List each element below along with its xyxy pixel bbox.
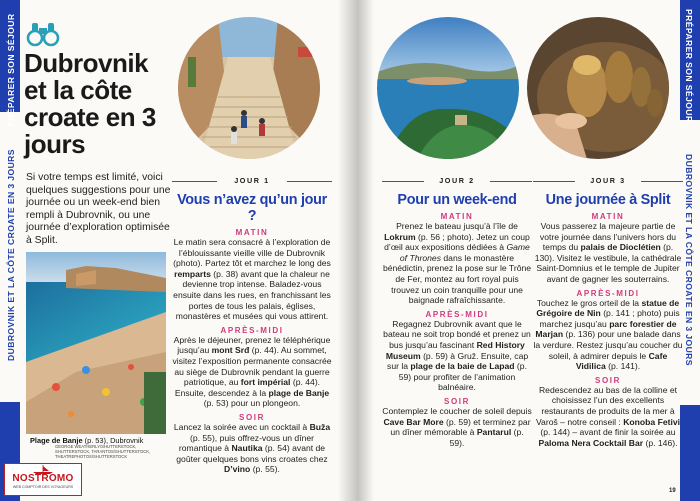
photo-credit: GEORGE WEATHERLY/SHUTTERSTOCK, SHUTTERSTOCK, TARANTOS/SHUTTERSTOCK, THEATREPHOTOS/SHUTTERSTOCK (55, 444, 151, 459)
day-2-label: JOUR 2 (382, 176, 532, 186)
section-text: Le matin sera consacré à l’exploration de l’éblouissante vieille ville de Dubrovnik (photo). Partez tôt et marchez le long des remparts (p. 38) avant que la chaleur ne devienne trop intense. Baladez-vous ensuite dans les rues, en franchissant les portes de tous les palais, églises, monastères et musées qui vous attirent. (173, 237, 331, 322)
caption-ref: (p. 53), Dubrovnik (82, 436, 144, 445)
section-text: Regagnez Dubrovnik avant que le bateau ne soit trop bondé et prenez un bus jusqu’au fascinant Red History Museum (p. 59) à Gruž. Ensuite, cap sur la plage de la baie de Lapad (p. 59) pour profiter de l’animation balnéaire. (383, 318, 531, 393)
day-3-column (533, 176, 683, 448)
intro-text: Si votre temps est limité, voici quelques suggestions pour une journée ou un week-end bien rempli à Dubrovnik, ou une journée d’exploration optimisée à Split. (26, 172, 171, 246)
left-tab-label: PRÉPARER SON SÉJOUR (6, 13, 16, 128)
photo-gregory-statue-toe (527, 17, 669, 159)
day-2-title: Pour un week-end (397, 192, 517, 208)
page-number: 19 (669, 488, 676, 494)
section-text: Lancez la soirée avec un cocktail à Buža (p. 55), puis offrez-vous un dîner romantique à Nautika (p. 54) avant de goûter quelques bons vins croates chez D’vino (p. 55). (173, 421, 331, 475)
day-3-title: Une journée à Split (545, 192, 671, 208)
logo-subtitle: WEB COMPTOIR DES VOYAGEURS (12, 485, 74, 489)
day-1-label: JOUR 1 (172, 176, 332, 186)
right-chapter-label: DUBROVNIK ET LA CÔTE CROATE EN 3 JOURS (684, 154, 694, 366)
day-1-column (172, 176, 332, 475)
section-heading: SOIR (595, 375, 621, 385)
section-heading: MATIN (440, 212, 474, 221)
section-heading: SOIR (444, 396, 470, 406)
left-chapter-label: DUBROVNIK ET LA CÔTE CROATE EN 3 JOURS (6, 149, 16, 361)
section-heading: MATIN (591, 212, 625, 221)
section-heading: SOIR (239, 412, 265, 422)
section-heading: APRÈS-MIDI (576, 288, 640, 298)
photo-banje-beach (26, 252, 166, 434)
section-text: Vous passerez la majeure partie de votre journée dans l’univers hors du temps du palais de Dioclétien (p. 130). Visitez le vestibule, la cathédrale Saint-Domnius et le temple de Jupiter avant de gagner les souterrains. (534, 221, 682, 284)
section-heading: APRÈS-MIDI (425, 309, 489, 319)
photo-old-town-stairs (178, 17, 320, 159)
section-heading: APRÈS-MIDI (220, 325, 284, 335)
binoculars-icon (26, 20, 60, 48)
section-text: Redescendez au bas de la colline et choisissez l’un des excellents restaurants de produits de la mer à Varoš – notre conseil : Konoba Fetivi (p. 144) – avant de finir la soirée au Paloma Nera Cocktail Bar (p. 146). (535, 384, 681, 448)
nostromo-logo (4, 463, 82, 496)
page-gutter (338, 0, 374, 501)
section-heading: MATIN (235, 228, 269, 237)
caption-place: Plage de Banje (30, 436, 83, 445)
page-title: Dubrovnik et la côte croate en 3 jours (24, 48, 156, 159)
section-text: Prenez le bateau jusqu’à l’île de Lokrum (p. 56 ; photo). Jetez un coup d’œil aux expositions dédiées à Game of Thrones dans le monastère bénédictin, prenez la pose sur le Trône de Fer, montez au fort royal puis trouvez un coin tranquille pour une baignade rafraîchissante. (382, 221, 532, 306)
day-3-label: JOUR 3 (533, 176, 683, 186)
logo-name: NOSTROMO (12, 473, 74, 484)
day-2-column (382, 176, 532, 448)
photo-lokrum-island (377, 17, 519, 159)
section-text: Contemplez le coucher de soleil depuis Cave Bar More (p. 59) et terminez par un dîner mémorable à Pantarul (p. 59). (382, 405, 532, 448)
section-text: Après le déjeuner, prenez le téléphérique jusqu’au mont Srđ (p. 44). Au sommet, visitez l’exposition permanente consacrée au siège de Dubrovnik pendant la guerre patriotique, au fort impérial (p. 44). Ensuite, descendez à la plage de Banje (p. 53) pour un plongeon. (172, 334, 332, 409)
section-text: Touchez le gros orteil de la statue de Grégoire de Nin (p. 141 ; photo) puis marchez jusqu’au parc forestier de Marjan (p. 136) pour une balade dans la verdure. Restez jusqu’au coucher du soleil, à admirer depuis le Cafe Vidilica (p. 141). (533, 297, 683, 372)
right-tab-label: PRÉPARER SON SÉJOUR (684, 8, 694, 123)
day-1-title: Vous n’avez qu’un jour ? (177, 192, 327, 224)
